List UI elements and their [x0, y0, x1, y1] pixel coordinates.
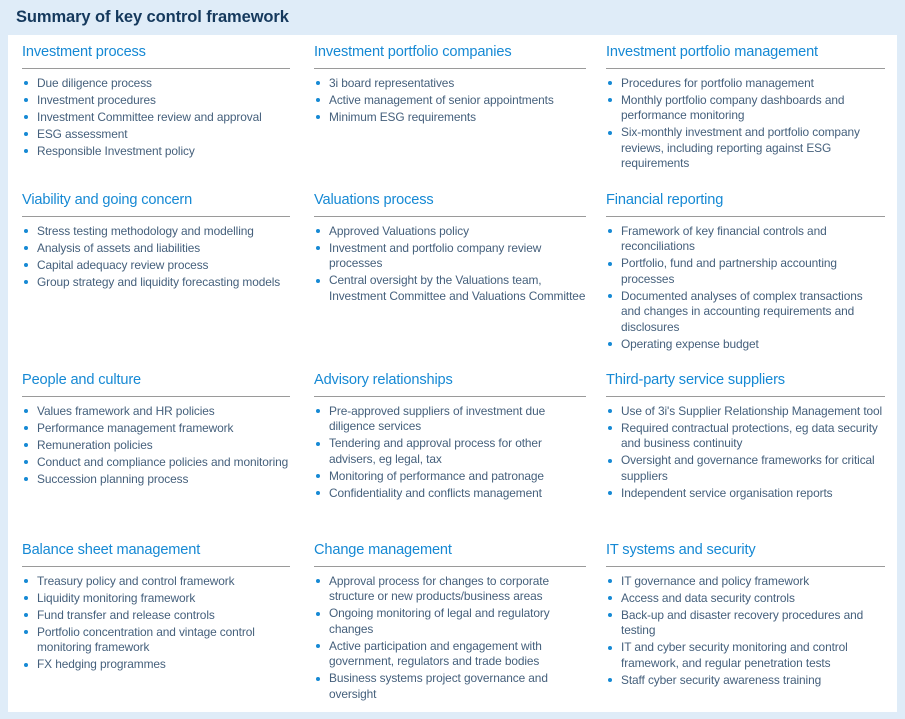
disc-bullet-icon: [24, 149, 28, 153]
list-item: [606, 404, 885, 419]
list-item: [606, 486, 885, 501]
disc-bullet-icon: [316, 474, 320, 478]
list-item-label: Liquidity monitoring framework: [37, 590, 196, 605]
section-card-viability-and-going-concern: [8, 183, 304, 363]
list-item-label: Stress testing methodology and modelling: [37, 223, 254, 238]
disc-bullet-icon: [316, 644, 320, 648]
section-card-investment-portfolio-companies: [304, 35, 600, 183]
list-item-label: Fund transfer and release controls: [37, 607, 215, 622]
list-item: [22, 258, 290, 273]
list-item: [606, 337, 885, 352]
section-divider: [606, 396, 885, 397]
list-item: [22, 404, 290, 419]
disc-bullet-icon: [24, 263, 28, 267]
list-item: [606, 673, 885, 688]
list-item-label: Pre-approved suppliers of investment due diligence services: [329, 403, 546, 434]
section-card-investment-process: [8, 35, 304, 183]
list-item-label: Active management of senior appointments: [329, 92, 554, 107]
list-item-label: Analysis of assets and liabilities: [37, 240, 201, 255]
list-item: [314, 671, 586, 702]
disc-bullet-icon: [24, 579, 28, 583]
disc-bullet-icon: [608, 646, 612, 650]
section-divider: [314, 216, 586, 217]
section-item-list: [22, 76, 290, 159]
list-item: [314, 241, 586, 272]
list-item-label: Confidentiality and conflicts management: [329, 485, 542, 500]
disc-bullet-icon: [608, 459, 612, 463]
list-item-label: Access and data security controls: [621, 590, 795, 605]
list-item-label: Portfolio, fund and partnership accounting processes: [621, 256, 837, 286]
list-item-label: Minimum ESG requirements: [329, 109, 476, 124]
disc-bullet-icon: [24, 426, 28, 430]
list-item: [314, 436, 586, 467]
disc-bullet-icon: [608, 409, 612, 413]
list-item-label: Central oversight by the Valuations team, Investment Committee and Valuations Committee: [329, 273, 586, 303]
list-item: [606, 591, 885, 606]
list-item-label: Oversight and governance frameworks for critical suppliers: [621, 453, 875, 483]
section-divider: [22, 396, 290, 397]
list-item: [22, 241, 290, 256]
list-item: [314, 606, 586, 637]
section-card-balance-sheet-management: [8, 533, 304, 712]
list-item-label: FX hedging programmes: [37, 657, 166, 672]
list-item: [606, 608, 885, 639]
list-item-label: Investment and portfolio company review processes: [329, 240, 542, 271]
disc-bullet-icon: [608, 491, 612, 495]
disc-bullet-icon: [316, 81, 320, 85]
section-card-advisory-relationships: [304, 363, 600, 533]
list-item-label: Procedures for portfolio management: [621, 75, 814, 90]
list-item: [22, 625, 290, 656]
list-item-label: Framework of key financial controls and reconciliations: [621, 223, 827, 254]
disc-bullet-icon: [316, 409, 320, 413]
section-item-list: [314, 224, 586, 304]
section-item-list: [314, 76, 586, 125]
list-item-label: Staff cyber security awareness training: [621, 672, 822, 687]
disc-bullet-icon: [608, 131, 612, 135]
section-item-list: [314, 404, 586, 501]
section-title: Balance sheet management: [22, 542, 201, 558]
list-item: [314, 224, 586, 239]
section-title: Financial reporting: [606, 192, 724, 208]
section-divider: [22, 216, 290, 217]
list-item-label: Use of 3i's Supplier Relationship Management tool: [621, 403, 883, 418]
list-item: [606, 421, 885, 452]
section-title: Third-party service suppliers: [606, 372, 785, 388]
list-item: [314, 93, 586, 108]
disc-bullet-icon: [608, 596, 612, 600]
list-item-label: Capital adequacy review process: [37, 257, 209, 272]
list-item: [314, 76, 586, 91]
list-item: [314, 404, 586, 435]
disc-bullet-icon: [316, 229, 320, 233]
list-item-label: Performance management framework: [37, 420, 234, 435]
section-divider: [606, 566, 885, 567]
disc-bullet-icon: [316, 612, 320, 616]
list-item-label: Required contractual protections, eg data security and business continuity: [621, 420, 878, 451]
disc-bullet-icon: [316, 98, 320, 102]
section-card-third-party-service-suppliers: [600, 363, 897, 533]
list-item: [314, 639, 586, 670]
disc-bullet-icon: [316, 442, 320, 446]
section-item-list: [606, 574, 885, 688]
disc-bullet-icon: [608, 342, 612, 346]
section-divider: [314, 566, 586, 567]
disc-bullet-icon: [316, 246, 320, 250]
list-item-label: Tendering and approval process for other advisers, eg legal, tax: [329, 436, 542, 466]
list-item-label: Due diligence process: [37, 75, 152, 90]
section-item-list: [606, 76, 885, 172]
list-item-label: Approval process for changes to corporate structure or new products/business areas: [329, 573, 549, 604]
section-card-investment-portfolio-management: [600, 35, 897, 183]
disc-bullet-icon: [24, 229, 28, 233]
section-item-list: [314, 574, 586, 702]
section-card-it-systems-and-security: [600, 533, 897, 712]
list-item: [606, 256, 885, 287]
list-item: [314, 110, 586, 125]
list-item: [314, 469, 586, 484]
list-item-label: Group strategy and liquidity forecasting models: [37, 274, 281, 289]
disc-bullet-icon: [608, 262, 612, 266]
section-title: Investment portfolio companies: [314, 44, 512, 60]
list-item-label: Succession planning process: [37, 471, 189, 486]
list-item: [22, 76, 290, 91]
disc-bullet-icon: [24, 630, 28, 634]
section-card-valuations-process: [304, 183, 600, 363]
list-item-label: Portfolio concentration and vintage control monitoring framework: [37, 624, 255, 655]
page-title: Summary of key control framework: [16, 8, 289, 27]
list-item: [22, 144, 290, 159]
disc-bullet-icon: [24, 280, 28, 284]
section-divider: [606, 68, 885, 69]
list-item-label: Investment Committee review and approval: [37, 109, 262, 124]
list-item: [606, 640, 885, 671]
list-item: [606, 574, 885, 589]
list-item-label: Six-monthly investment and portfolio company reviews, including reporting against ESG requirements: [621, 125, 860, 171]
list-item: [22, 574, 290, 589]
list-item-label: IT and cyber security monitoring and control framework, and regular penetration tests: [621, 640, 848, 670]
section-item-list: [606, 224, 885, 352]
section-title: Investment process: [22, 44, 146, 60]
list-item: [22, 275, 290, 290]
section-card-people-and-culture: [8, 363, 304, 533]
section-title: Investment portfolio management: [606, 44, 818, 60]
disc-bullet-icon: [608, 294, 612, 298]
list-item: [22, 93, 290, 108]
section-divider: [314, 396, 586, 397]
disc-bullet-icon: [608, 426, 612, 430]
section-divider: [606, 216, 885, 217]
list-item: [22, 224, 290, 239]
disc-bullet-icon: [608, 678, 612, 682]
disc-bullet-icon: [24, 409, 28, 413]
list-item-label: Conduct and compliance policies and monitoring: [37, 454, 289, 469]
list-item-label: Approved Valuations policy: [329, 223, 469, 238]
section-title: Valuations process: [314, 192, 434, 208]
list-item-label: ESG assessment: [37, 126, 128, 141]
list-item: [22, 421, 290, 436]
disc-bullet-icon: [24, 663, 28, 667]
list-item-label: Independent service organisation reports: [621, 485, 833, 500]
disc-bullet-icon: [316, 279, 320, 283]
content-sheet: [8, 35, 897, 712]
section-title: People and culture: [22, 372, 142, 388]
section-divider: [22, 566, 290, 567]
section-card-financial-reporting: [600, 183, 897, 363]
disc-bullet-icon: [316, 677, 320, 681]
list-item-label: Business systems project governance and oversight: [329, 671, 548, 701]
section-card-change-management: [304, 533, 600, 712]
list-item-label: Values framework and HR policies: [37, 403, 215, 418]
disc-bullet-icon: [24, 132, 28, 136]
disc-bullet-icon: [24, 477, 28, 481]
disc-bullet-icon: [608, 613, 612, 617]
list-item-label: Operating expense budget: [621, 336, 759, 351]
list-item: [22, 472, 290, 487]
disc-bullet-icon: [608, 98, 612, 102]
section-item-list: [22, 224, 290, 290]
disc-bullet-icon: [608, 579, 612, 583]
disc-bullet-icon: [24, 613, 28, 617]
list-item: [606, 453, 885, 484]
disc-bullet-icon: [24, 596, 28, 600]
disc-bullet-icon: [316, 491, 320, 495]
list-item: [606, 289, 885, 335]
section-item-list: [606, 404, 885, 501]
disc-bullet-icon: [24, 81, 28, 85]
list-item-label: Monthly portfolio company dashboards and performance monitoring: [621, 92, 845, 123]
list-item: [606, 224, 885, 255]
disc-bullet-icon: [24, 460, 28, 464]
disc-bullet-icon: [608, 229, 612, 233]
disc-bullet-icon: [316, 115, 320, 119]
list-item-label: Investment procedures: [37, 92, 156, 107]
list-item-label: Ongoing monitoring of legal and regulatory changes: [329, 606, 550, 636]
disc-bullet-icon: [24, 246, 28, 250]
disc-bullet-icon: [608, 81, 612, 85]
title-band: [0, 0, 905, 35]
list-item-label: Monitoring of performance and patronage: [329, 468, 544, 483]
list-item-label: Back-up and disaster recovery procedures and testing: [621, 607, 864, 638]
list-item: [606, 93, 885, 124]
disc-bullet-icon: [24, 98, 28, 102]
list-item: [22, 455, 290, 470]
section-title: IT systems and security: [606, 542, 756, 558]
sections-grid: [8, 35, 897, 712]
section-title: Viability and going concern: [22, 192, 193, 208]
list-item: [22, 110, 290, 125]
list-item: [22, 127, 290, 142]
list-item: [606, 76, 885, 91]
list-item: [22, 591, 290, 606]
list-item: [606, 125, 885, 171]
disc-bullet-icon: [316, 579, 320, 583]
section-divider: [314, 68, 586, 69]
list-item-label: Active participation and engagement with government, regulators and trade bodies: [329, 638, 542, 669]
list-item: [22, 438, 290, 453]
list-item: [22, 657, 290, 672]
list-item-label: Responsible Investment policy: [37, 143, 195, 158]
section-title: Change management: [314, 542, 452, 558]
disc-bullet-icon: [24, 115, 28, 119]
list-item: [314, 486, 586, 501]
list-item-label: Treasury policy and control framework: [37, 573, 235, 588]
section-divider: [22, 68, 290, 69]
disc-bullet-icon: [24, 443, 28, 447]
list-item-label: Remuneration policies: [37, 437, 153, 452]
list-item-label: Documented analyses of complex transactions and changes in accounting requirements and disclosures: [621, 288, 863, 334]
section-item-list: [22, 574, 290, 673]
list-item-label: 3i board representatives: [329, 75, 455, 90]
list-item: [314, 574, 586, 605]
list-item-label: IT governance and policy framework: [621, 573, 810, 588]
section-item-list: [22, 404, 290, 487]
section-title: Advisory relationships: [314, 372, 453, 388]
list-item: [314, 273, 586, 304]
list-item: [22, 608, 290, 623]
